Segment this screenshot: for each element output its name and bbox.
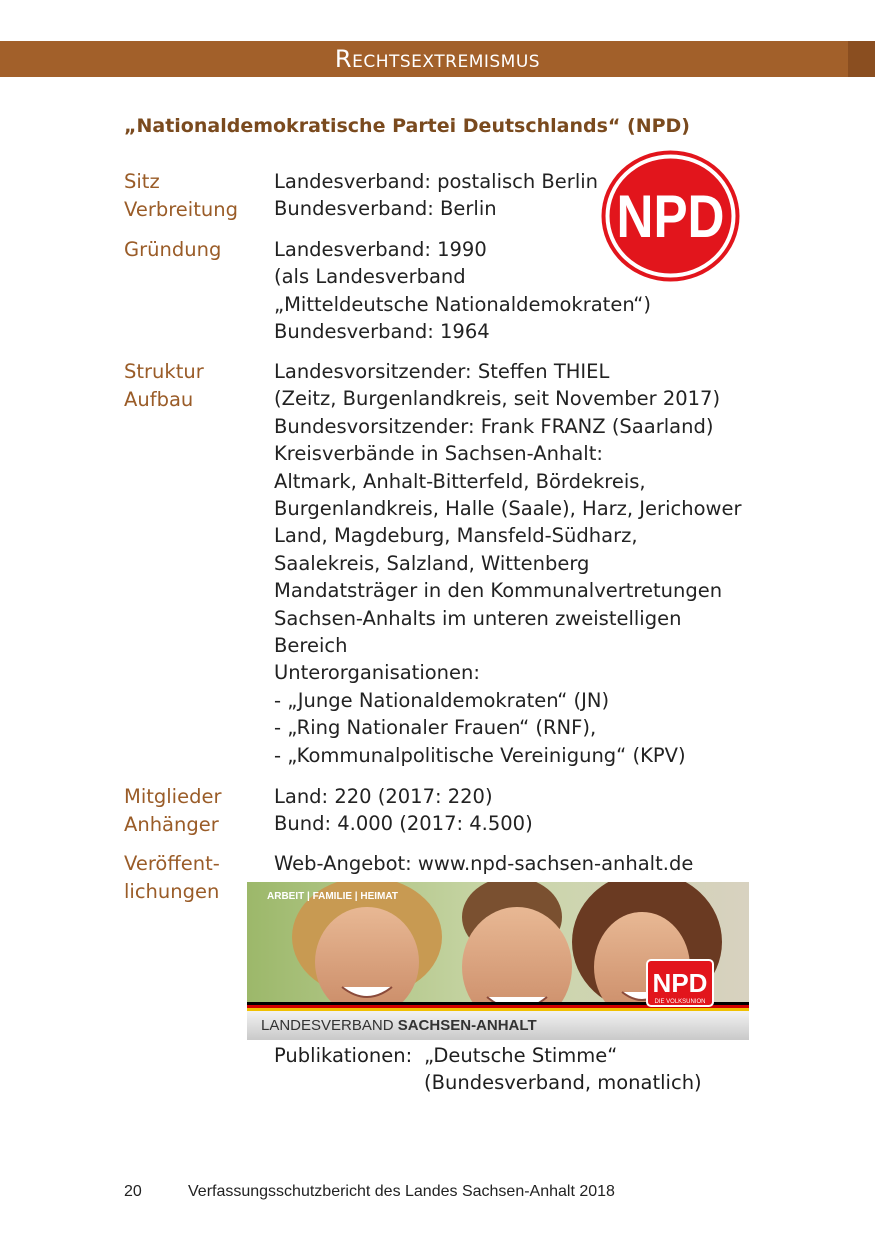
- npd-logo-text: NPD: [616, 183, 725, 250]
- value-line: Bundesvorsitzender: Frank FRANZ (Saarland): [274, 414, 714, 438]
- value-line: Landesverband: postalisch Berlin: [274, 170, 599, 193]
- banner-slogan: ARBEIT | FAMILIE | HEIMAT: [267, 891, 398, 902]
- value-line: Bundesverband: 1964: [274, 320, 490, 344]
- value-line: Land, Magdeburg, Mansfeld-Südharz,: [274, 524, 638, 548]
- row-label: Mitglieder Anhänger: [124, 785, 222, 836]
- row-value: [274, 783, 754, 838]
- value-line: Landesvorsitzender: Steffen THIEL: [274, 360, 610, 383]
- value-line: Sachsen-Anhalts im unteren zweistelligen: [274, 606, 682, 630]
- banner-bottom-text: LANDESVERBAND SACHSEN-ANHALT: [261, 1017, 537, 1034]
- row-label: Gründung: [124, 238, 222, 261]
- value-line: Kreisverbände in Sachsen-Anhalt:: [274, 442, 603, 466]
- value-line: Landesverband: 1990: [274, 238, 487, 261]
- value-line: - „Kommunalpolitische Vereinigung“ (KPV): [274, 743, 686, 767]
- banner-logo-text: NPD: [652, 968, 708, 998]
- row-value: [274, 850, 754, 877]
- value-line: - „Junge Nationaldemokraten“ (JN): [274, 688, 610, 712]
- banner-logo-subtext: DIE VOLKSUNION: [654, 999, 706, 1005]
- value-line: (Zeitz, Burgenlandkreis, seit November 2017): [274, 387, 721, 411]
- value-line: Burgenlandkreis, Halle (Saale), Harz, Jerichower: [274, 497, 742, 521]
- value-line: Saalekreis, Salzland, Wittenberg: [274, 551, 590, 575]
- row-label: Veröffent- lichungen: [124, 852, 220, 903]
- row-value: [274, 168, 754, 223]
- value-line: (als Landesverband: [274, 265, 466, 289]
- value-line: Land: 220 (2017: 220): [274, 785, 493, 808]
- footer-title: Verfassungsschutzbericht des Landes Sachsen-Anhalt 2018: [188, 1183, 615, 1200]
- row-value: [274, 358, 754, 769]
- value-line: - „Ring Nationaler Frauen“ (RNF),: [274, 716, 597, 740]
- website-banner-image: [247, 882, 749, 1040]
- value-line: Altmark, Anhalt-Bitterfeld, Bördekreis,: [274, 469, 646, 493]
- value-line: Bund: 4.000 (2017: 4.500): [274, 812, 533, 836]
- web-offer-line: Web-Angebot: www.npd-sachsen-anhalt.de: [274, 852, 694, 875]
- party-name-heading: „Nationaldemokratische Partei Deutschlands“ (NPD): [124, 115, 690, 137]
- row-value: [274, 236, 754, 346]
- publications-label: Publikationen:: [274, 1044, 413, 1067]
- page-footer: [124, 1183, 615, 1201]
- value-line: Unterorganisationen:: [274, 661, 480, 685]
- section-header-bar: [0, 41, 875, 77]
- value-line: Mandatsträger in den Kommunalvertretungen: [274, 579, 723, 603]
- page-number: 20: [124, 1183, 142, 1200]
- value-line: Bundesverband: Berlin: [274, 197, 497, 221]
- row-label: Sitz Verbreitung: [124, 170, 238, 221]
- publications-value: [424, 1042, 702, 1097]
- section-title: Rechtsextremismus: [334, 45, 541, 73]
- value-line: Bereich: [274, 634, 348, 658]
- publication-line: „Deutsche Stimme“: [424, 1044, 618, 1067]
- publication-line: (Bundesverband, monatlich): [424, 1071, 702, 1095]
- value-line: „Mitteldeutsche Nationaldemokraten“): [274, 292, 651, 316]
- row-label: Struktur Aufbau: [124, 360, 204, 411]
